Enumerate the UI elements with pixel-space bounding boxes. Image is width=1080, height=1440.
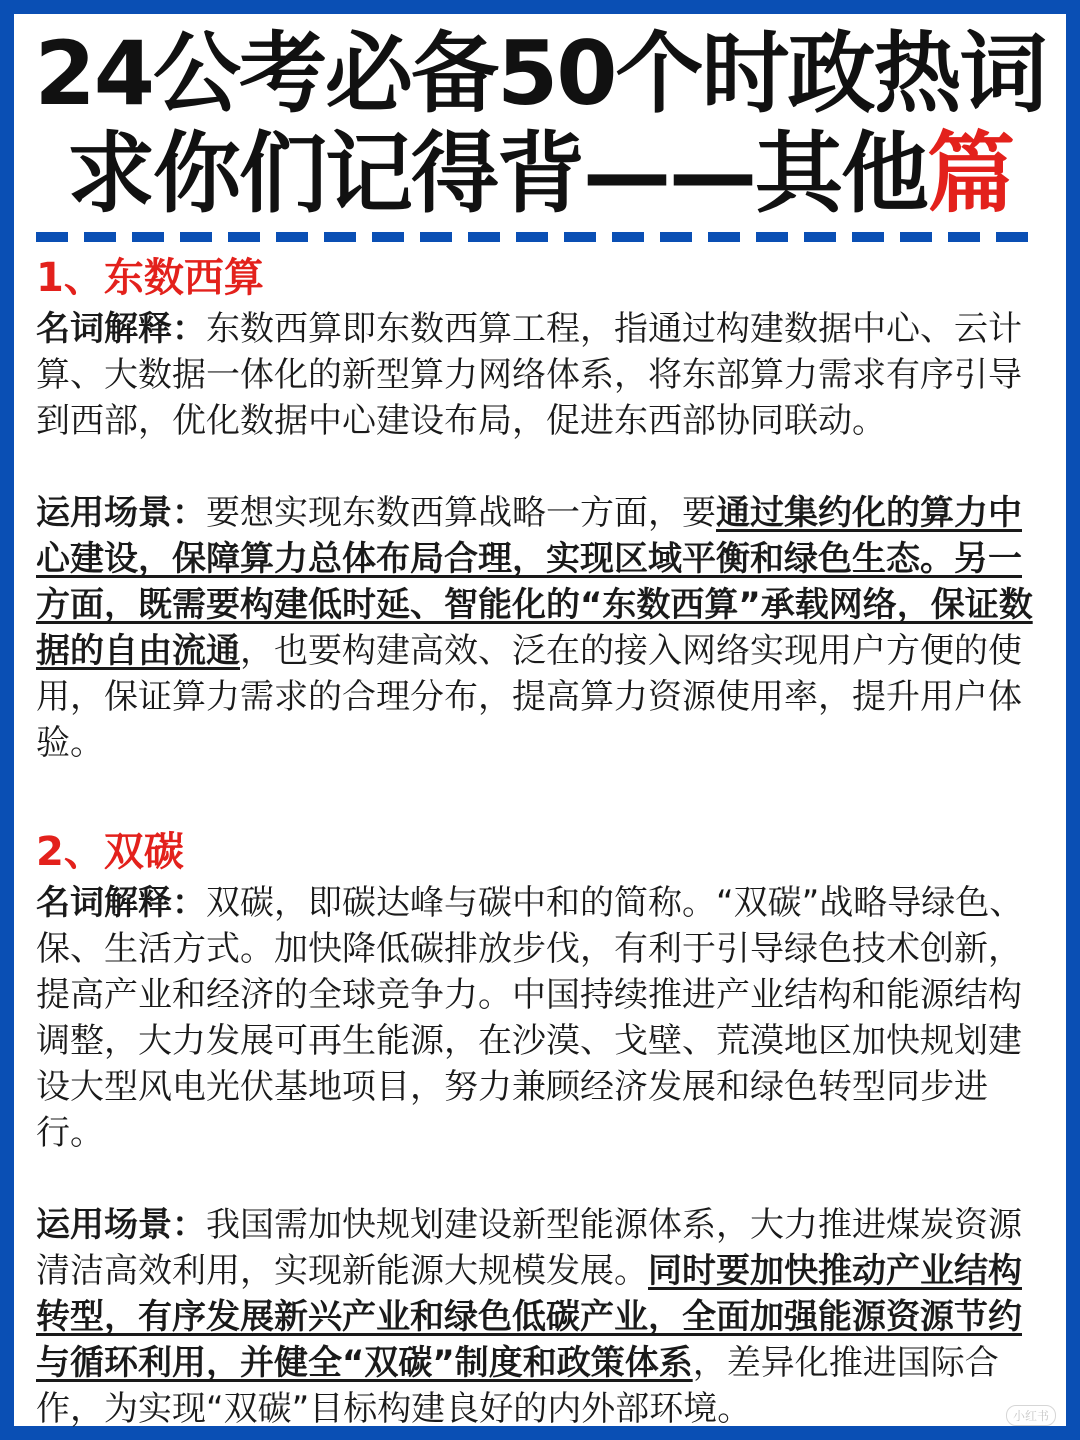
spacer — [36, 766, 1046, 824]
usage-text-pre: 要想实现东数西算战略一方面，要 — [206, 493, 716, 533]
definition-paragraph — [36, 880, 1046, 1156]
usage-text-pre: 我国需加快规划建设新型能源体系，大力推进煤炭资源清洁高效利用，实现新能源大规模发展。 — [36, 1205, 1022, 1291]
section-heading: 2、双碳 — [36, 829, 184, 875]
title-line-2 — [20, 124, 1060, 224]
title-accent-char: 篇 — [927, 122, 1014, 225]
usage-label: 运用场景： — [36, 493, 206, 533]
article-body — [36, 250, 1046, 1432]
usage-highlight: 同时要加快推动产业结构转型，有序发展新兴产业和绿色低碳产业，全面加强能源资源节约与循环利用，并健全“双碳”制度和政策体系 — [36, 1251, 1022, 1383]
section-shuangtan — [36, 824, 1046, 1432]
spacer — [36, 444, 1046, 490]
definition-text: 东数西算即东数西算工程，指通过构建数据中心、云计算、大数据一体化的新型算力网络体系，将东部算力需求有序引导到西部，优化数据中心建设布局，促进东西部协同联动。 — [36, 309, 1022, 441]
usage-highlight: 通过集约化的算力中心建设，保障算力总体布局合理，实现区域平衡和绿色生态。另一方面，既需要构建低时延、智能化的“东数西算”承载网络，保证数据的自由流通 — [36, 493, 1033, 671]
section-heading: 1、东数西算 — [36, 255, 264, 301]
definition-label: 名词解释： — [36, 309, 206, 349]
definition-label: 名词解释： — [36, 883, 206, 923]
usage-paragraph — [36, 490, 1046, 766]
usage-paragraph — [36, 1202, 1046, 1432]
section-dongshuxisuan — [36, 250, 1046, 766]
title-line-2-text: 求你们记得背——其他 — [66, 122, 927, 225]
definition-paragraph — [36, 306, 1046, 444]
watermark-logo: 小红书 — [1006, 1405, 1056, 1426]
dashed-divider — [36, 232, 1028, 242]
usage-label: 运用场景： — [36, 1205, 206, 1245]
usage-text-post: ，也要构建高效、泛在的接入网络实现用户方便的使用，保证算力需求的合理分布，提高算力资源使用率，提升用户体验。 — [36, 631, 1022, 763]
title-line-1: 24公考必备50个时政热词 — [34, 22, 1046, 125]
page-title — [20, 24, 1060, 224]
usage-text-post: ，差异化推进国际合作，为实现“双碳”目标构建良好的内外部环境。 — [36, 1343, 999, 1429]
definition-text: 双碳，即碳达峰与碳中和的简称。“双碳”战略导绿色、保、生活方式。加快降低碳排放步伐，有利于引导绿色技术创新，提高产业和经济的全球竞争力。中国持续推进产业结构和能源结构调整，大力发展可再生能源，在沙漠、戈壁、荒漠地区加快规划建设大型风电光伏基地项目，努力兼顾经济发展和绿色转型同步进行。 — [36, 883, 1024, 1153]
spacer — [36, 1156, 1046, 1202]
